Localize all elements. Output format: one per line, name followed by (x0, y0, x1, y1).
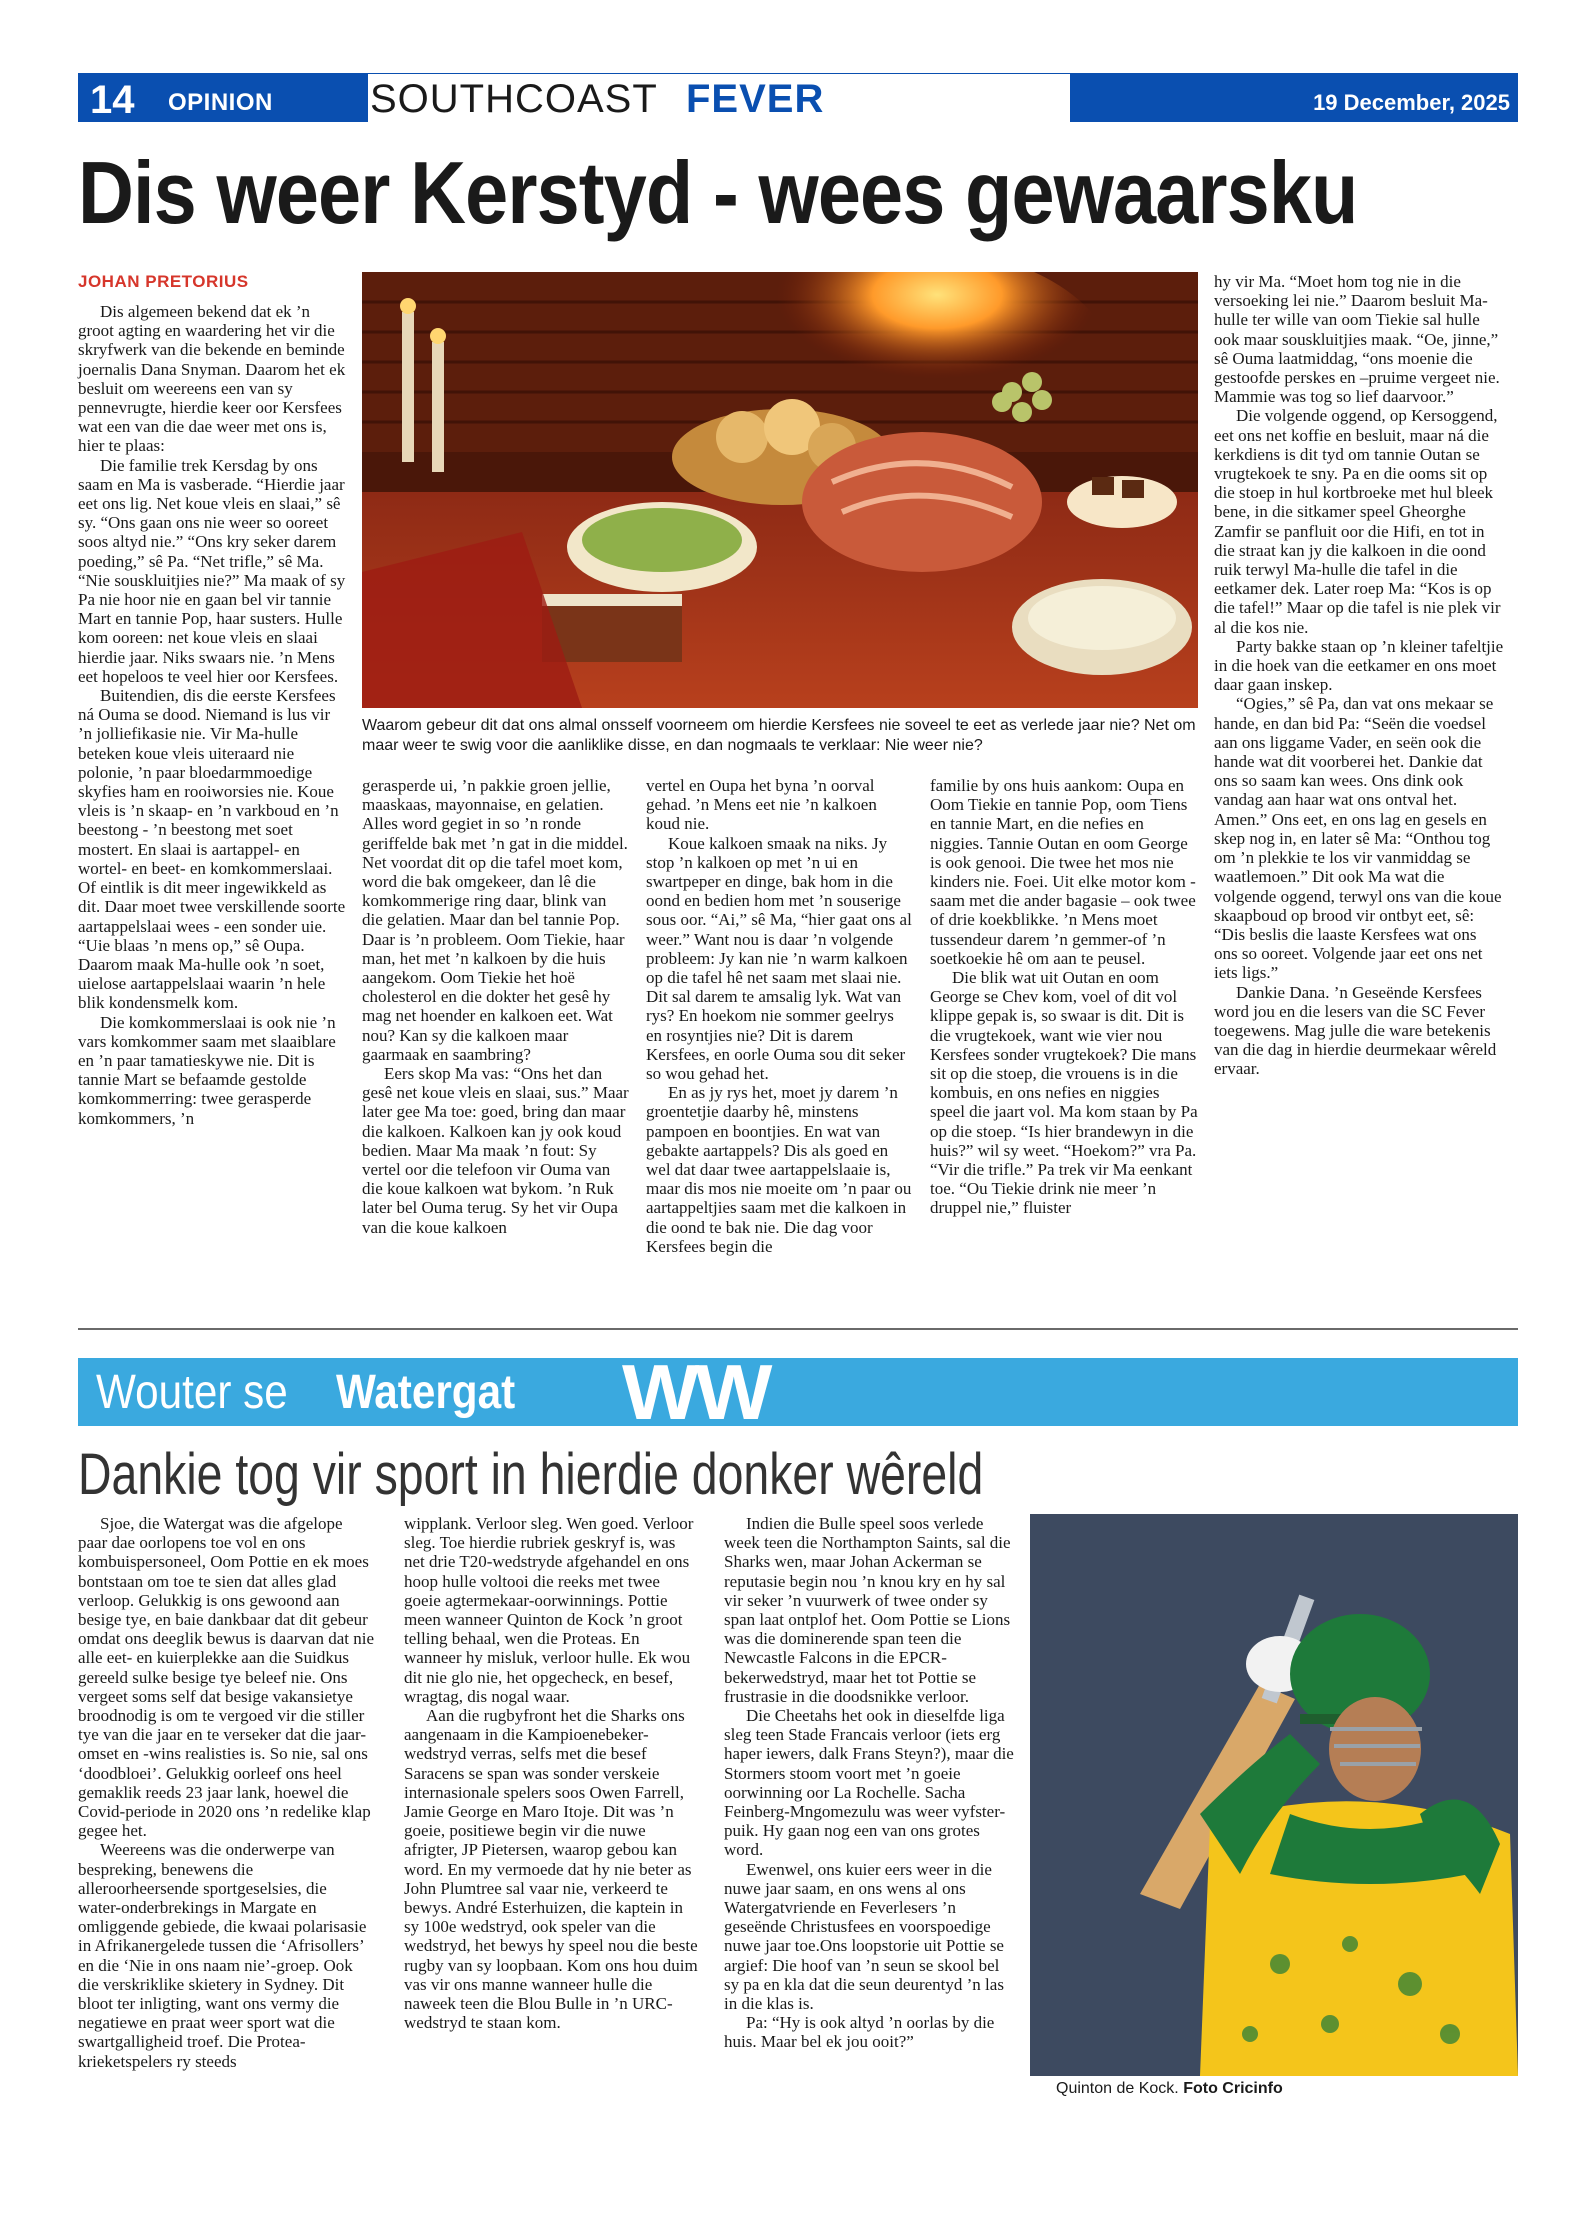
paragraph: Die komkommerslaai is ook nie ’n vars komkommer saam met slaaiblare en ’n paar tamatieskywe nie. Dit is tannie Mart se befaamde gestolde komkommerring: twee gerasperde komkommers, ’n (78, 1012, 336, 1128)
cricketer-photo-caption (1056, 2080, 1283, 2098)
paragraph: Eers skop Ma vas: “Ons het dan gesê net koue vleis en slaai, sus.” Maar later gee Ma toe: goed, bring dan maar die kalkoen. Kalkoen kan jy ook koud bedien. Maar Ma maak ’n fout: Sy vertel oor die telefoon vir Ouma van die koue kalkoen wat bykom. ’n Ruk later bel Ouma terug. Sy het vir Oupa van die koue kalkoen (362, 1064, 629, 1237)
christmas-dinner-illustration (362, 272, 1198, 708)
paragraph: Indien die Bulle speel soos verlede week teen die Northampton Saints, sal die Sharks wen, maar Johan Ackerman se reputasie begin nou ’n knou kry en hy sal vir seker ’n vuurwerk of twee onder sy span laat ontplof het. Oom Pottie se Lions was die dominerende span teen die Newcastle Falcons in die EPCR-bekerwedstryd, maar het tot Pottie se frustrasie in die doodsnikke verloor. (724, 1514, 1011, 1706)
cricketer-illustration (1030, 1514, 1518, 2076)
article2-column-2 (404, 1514, 700, 2032)
article-headline: Dis weer Kerstyd - wees gewaarsku (78, 143, 1358, 242)
cricketer-photo (1030, 1514, 1518, 2076)
paragraph: Aan die rugbyfront het die Sharks ons aangenaam in die Kampioenebeker-wedstryd verras, selfs met die besef Saracens se span was sonder verskeie internasionale spelers soos Owen Farrell, Jamie George en Maro Itoje. Dit was ’n goeie, positiewe begin vir die nuwe afrigter, JP Pietersen, waarop gebou kan word. En my vermoede dat hy nie beter as John Plumtree sal vaar nie, verkeerd te bewys. André Esterhuizen, die kaptein in sy 100e wedstryd, ook speler van die wedstryd, het bewys hy speel nou die beste rugby van sy loopbaan. Kom ons hou duim vas vir ons manne wanneer hulle die naweek teen die Blou Bulle in ’n URC-wedstryd te staan kom. (404, 1706, 698, 2033)
paragraph: Koue kalkoen smaak na niks. Jy stop ’n kalkoen op met ’n ui en swartpeper en dinge, bak hom in die oond en bedien hom met ’n souserige sous oor. “Ai,” sê Ma, “hier gaat ons al weer.” Want nou is daar ’n volgende probleem: Jy kan nie ’n warm kalkoen op die tafel hê net saam met slaai nie. Dit sal darem te amsalig lyk. Wat van rys? En hoekom nie sommer geelrys en rosyntjies nie? Dit is darem Kersfees, en oorle Ouma sou dit seker so wou gehad het. (646, 833, 912, 1084)
caption-subject: Quinton de Kock. (1056, 2080, 1179, 2097)
paragraph: Party bakke staan op ’n kleiner tafeltjie in die hoek van die eetkamer en ons moet daar gaan inskep. (1214, 636, 1504, 695)
column-title-wouter: Wouter se (96, 1366, 288, 1419)
article-byline: JOHAN PRETORIUS (78, 272, 249, 291)
paragraph: Die Cheetahs het ook in dieselfde liga sleg teen Stade Francais verloor (iets erg haper iewers, dalk Frans Steyn?), maar die Stormers stoom voort met ’n goeie oorwinning oor La Rochelle. Sacha Feinberg-Mngomezulu was weer vyfster-puik. Hy gaan nog een van ons grotes word. (724, 1706, 1014, 1860)
column-title-watergat: Watergat (336, 1366, 516, 1419)
article1-column-1 (78, 302, 346, 1128)
article1-column-3 (646, 776, 914, 1256)
paragraph: Die familie trek Kersdag by ons saam en Ma is vasberade. “Hierdie jaar eet ons lig. Net koue vleis en slaai,” sê sy. “Ons gaan ons nie weer so ooreet soos altyd nie.” “Ons kry seker darem poeding,” sê Pa. “Net trifle,” sê Ma. “Nie souskluitjies nie?” Ma maak of sy Pa nie hoor nie en gaan bel vir tannie Mart en tannie Pop, haar susters. Hulle kom ooreen: net koue vleis en slaai hierdie jaar. Niks swaars nie. ’n Mens eet hopeloos te veel hier oor Kersfees. (78, 455, 346, 686)
paragraph: “Ogies,” sê Pa, dan vat ons mekaar se hande, en dan bid Pa: “Seën die voedsel aan ons liggame Vader, en seën ook die hande wat dit voorberei het. Dankie dat ons so saam kan wees. Ons dink ook vandag aan haar wat ons ontval het. Amen.” Ons eet, en ons lag en gesels en skep nog in, en later sê Ma: “Onthou tog om ’n plekkie te los vir vanmiddag se waatlemoen.” Dit ook Ma wat die volgende oggend, terwyl ons van die koue skaapboud op brood vir ontbyt eet, sê: “Dis beslis die laaste Kersfees wat ons ons so ooreet. Volgende jaar eet ons net iets ligs.” (1214, 694, 1502, 983)
paragraph: Dankie Dana. ’n Geseënde Kersfees word jou en die lesers van die SC Fever toegewens. Mag julle die ware betekenis van die dag in hierdie deurmekaar wêreld ervaar. (1214, 982, 1497, 1079)
column-headline: Dankie tog vir sport in hierdie donker wêreld (78, 1442, 984, 1507)
paragraph: Ewenwel, ons kuier eers weer in die nuwe jaar saam, en ons wens al ons Watergatvriende en Feverlesers ’n geseënde Christusfees en voorspoedige nuwe jaar toe.Ons loopstorie uit Pottie se argief: Die hoof van ’n seun se skool bel sy pa en kla dat die seun deurentyd ’n las in die klas is. (724, 1859, 1004, 2014)
paragraph: En as jy rys het, moet jy darem ’n groentetjie daarby hê, minstens pampoen en boontjies. En wat van gebakte aartappels? Dis als goed en wel dat daar twee aartappelslaaie is, maar dis mos nie moeite om ’n paar ou aartappeltjies saam met die kalkoen in die oond te bak nie. Die dag voor Kersfees begin die (646, 1083, 912, 1256)
article1-column-2 (362, 776, 630, 1237)
paragraph: Die blik wat uit Outan en oom George se Chev kom, voel of dit vol klippe gepak is, so swaar is dit. Dit is die vrugtekoek, want wie vier nou Kersfees sonder vrugtekoek? Die mans sit op die stoep, die vrouens is in die kombuis, en ons nefies en niggies speel die jaart vol. Ma kom staan by Pa op die stoep. “Is hier brandewyn in die huis?” wil sy weet. “Hoekom?” vra Pa. “Vir die trifle.” Pa trek vir Ma eenkant toe. “Ou Tiekie drink nie meer ’n druppel nie,” fluister (930, 968, 1198, 1218)
paragraph: Die volgende oggend, op Kersoggend, eet ons net koffie en besluit, maar ná die kerkdiens is dit tyd om tannie Outan se vrugtekoek te sny. Pa en die ooms sit op die stoep in hul kortbroeke met hul bleek bene, in die sitkamer speel Gheorghe Zamfir se panfluit oor die Hifi, en tot in die straat kan jy die kalkoen in die oond ruik terwyl Ma-hulle die tafel in die eetkamer dek. Later roep Ma: “Kos is op die tafel!” Maar op die tafel is nie plek vir al die kos nie. (1214, 406, 1501, 637)
christmas-dinner-photo (362, 272, 1198, 708)
section-label: OPINION (168, 89, 273, 116)
page-number: 14 (90, 78, 135, 122)
photo-caption: Waarom gebeur dit dat ons almal onsself voorneem om hierdie Kersfees nie soveel te eet as verlede jaar nie? Net om maar weer te swig voor die aanliklike disse, en dan nogmaals te verklaar: Nie weer nie? (362, 717, 1196, 754)
caption-credit: Foto Cricinfo (1183, 2080, 1283, 2097)
ww-logo: WW (622, 1348, 769, 1436)
issue-date: 19 December, 2025 (1313, 90, 1510, 115)
masthead-southcoast: SOUTHCOAST (370, 77, 658, 121)
paragraph: Sjoe, die Watergat was die afgelope paar dae oorlopens toe vol en ons kombuispersoneel, Oom Pottie en ek moes bontstaan om toe te sien dat alles glad verloop. Gelukkig is ons gewoond aan besige tye, en baie dankbaar dat dit gebeur omdat ons deeglik bewus is daarvan dat nie alle eet- en kuierplekke aan die Suidkus gereeld sulke besige tye beleef nie. Ons vergeet soms self dat besige vakansietye broodnodig is om te vergoed vir die stiller tye van die jaar en te verseker dat die jaar-omset en -wins realisties is. So nie, sal ons ‘doodbloei’. Gelukkig oorleef ons heel gemaklik reeds 23 jaar lank, hoewel die Covid-periode in 2020 ons ’n redelike klap gegee het. (78, 1514, 375, 1841)
article2-column-3 (724, 1514, 1016, 2052)
article1-column-4 (930, 776, 1198, 1218)
paragraph: Dis algemeen bekend dat ek ’n groot agting en waardering het vir die skryfwerk van die bekende en beminde joernalis Dana Snyman. Daarom het ek besluit om weereens een van sy pennevrugte, hierdie keer oor Kersfees wat een van die dae weer met ons is, hier te plaas: (78, 302, 346, 456)
paragraph: Weereens was die onderwerpe van bespreking, benewens die alleroorheersende sportgeselsies, die water-onderbrekings in Margate en omliggende gebiede, die kwaai polarisasie in Afrikanergelede tussen die ‘Afrisollers’ en die ‘Nie in ons naam nie’-groep. Ook die verskriklike skietery in Sydney. Dit bloot ter inligting, want ons vermy die negatiewe en praat weer sport wat die swartgalligheid troef. Die Protea-krieketspelers ry steeds (78, 1840, 367, 2071)
paragraph: wipplank. Verloor sleg. Wen goed. Verloor sleg. Toe hierdie rubriek geskryf is, was net drie T20-wedstryde afgehandel en ons hoop hulle voltooi die reeks met twee goeie agtermekaar-oorwinnings. Pottie meen wanneer Quinton de Kock ’n groot telling behaal, wen die Proteas. En wanneer hy misluk, verloor hulle. Ek wou dit nie glo nie, het opgecheck, en besef, wragtag, dis nogal waar. (404, 1514, 694, 1706)
column-banner (78, 1358, 1518, 1426)
paragraph: familie by ons huis aankom: Oupa en Oom Tiekie en tannie Pop, oom Tiens en tannie Mart, en die nefies en niggies. Tannie Outan en oom George is ook genooi. Die twee het mos nie kinders nie. Foei. Uit elke motor kom - saam met die ander bagasie – ook twee of drie koekblikke. ’n Mens moet tussendeur darem ’n gemmer-of ’n soetkoekie hê om aan te peusel. (930, 776, 1196, 968)
article2-column-1 (78, 1514, 374, 2071)
article1-column-5 (1214, 272, 1504, 1079)
paragraph: gerasperde ui, ’n pakkie groen jellie, maaskaas, mayonnaise, en gelatien. Alles word gegiet in so ’n ronde geriffelde bak met ’n gat in die middel. Net voordat dit op die tafel moet kom, word die bak omgekeer, dan lê die komkommerige ring daar, blink van die gelatien. Maar dan bel tannie Pop. Daar is ’n probleem. Oom Tiekie, haar man, het met ’n kalkoen by die huis aangekom. Oom Tiekie het hoë cholesterol en die dokter het gesê hy mag net hoender en kalkoen eet. Wat nou? Kan sy die kalkoen maar gaarmaak en saambring? (362, 776, 628, 1064)
paragraph: Buitendien, dis die eerste Kersfees ná Ouma se dood. Niemand is lus vir ’n jolliefikasie nie. Vir Ma-hulle beteken koue vleis uiteraard nie polonie, ’n paar bloedarmmoedige skyfies ham en rooiworsies nie. Koue vleis is ’n skaap- en ’n varkboud en ’n beestong - ’n beestong met soet mostert. En slaai is aartappel- en wortel- en beet- en komkommerslaai. Of eintlik is dit meer ingewikkeld as dit. Daar moet twee verskillende soorte aartappelslaai wees - een sonder uie. “Uie blaas ’n mens op,” sê Oupa. Daarom maak Ma-hulle ook ’n soet, uielose aartappelslaai waarin ’n hele blik kondensmelk kom. (78, 686, 346, 1013)
paragraph: vertel en Oupa het byna ’n oorval gehad. ’n Mens eet nie ’n kalkoen koud nie. (646, 776, 877, 834)
section-divider (78, 1328, 1518, 1330)
masthead-fever: FEVER (686, 77, 825, 121)
paragraph: hy vir Ma. “Moet hom tog nie in die versoeking lei nie.” Daarom besluit Ma-hulle ter wille van oom Tiekie sal hulle ook maar souskluitjies maak. “Oe, jinne,” sê Ouma laatmiddag, “ons moenie die gestoofde perskes en –pruime vergeet nie. Mammie was tog so lief daarvoor.” (1214, 272, 1500, 407)
paragraph: Pa: “Hy is ook altyd ’n oorlas by die huis. Maar bel ek jou ooit?” (724, 2013, 995, 2052)
